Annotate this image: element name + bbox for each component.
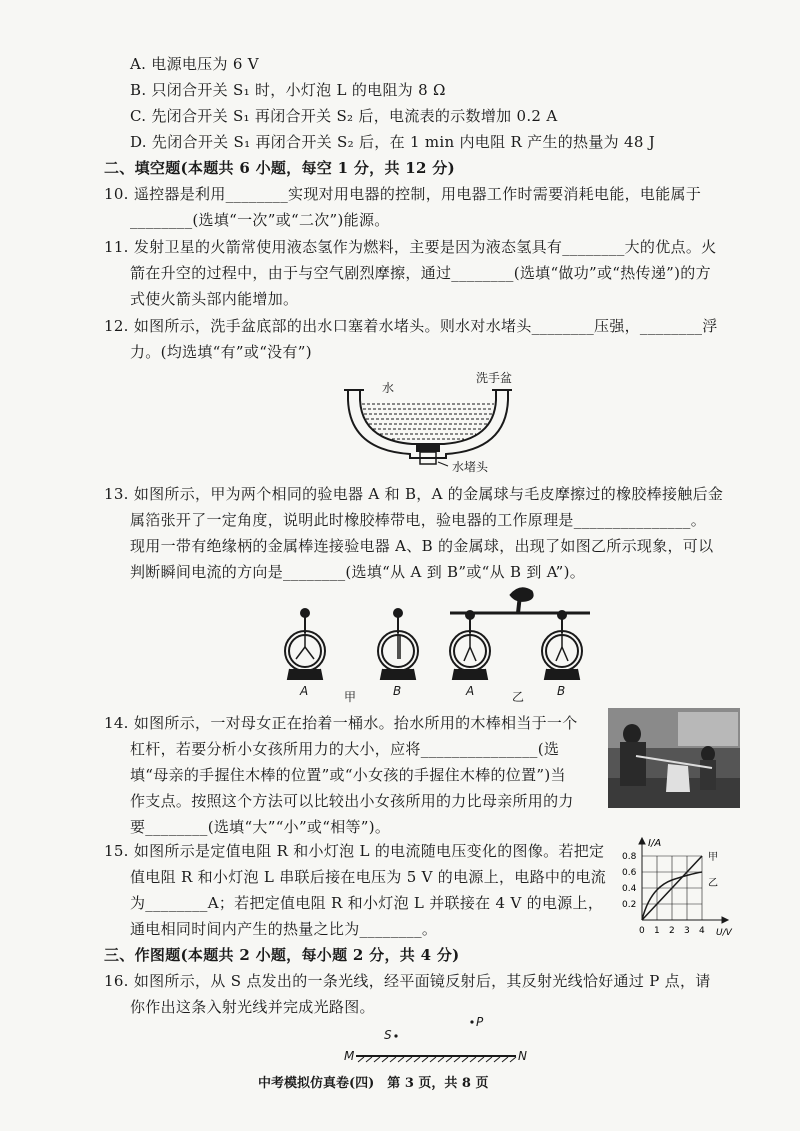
xtick-0: 0 — [639, 926, 645, 936]
q12-line2: 力。(均选填“有”或“没有”) — [130, 343, 312, 361]
iv-graph — [620, 836, 740, 938]
xtick-2: 2 — [669, 926, 675, 936]
option-c: C. 先闭合开关 S₁ 再闭合开关 S₂ 后，电流表的示数增加 0.2 A — [130, 107, 558, 125]
option-d: D. 先闭合开关 S₁ 再闭合开关 S₂ 后，在 1 min 内电阻 R 产生的热量为 48 J — [130, 133, 656, 151]
electroscope-b-yi — [542, 611, 582, 679]
q15-line3: 为________A；若把定值电阻 R 和小灯泡 L 并联接在 4 V 的电源上， — [130, 894, 604, 912]
ytick-06: 0.6 — [622, 868, 637, 878]
q11-line1: 11. 发射卫星的火箭常使用液态氢作为燃料，主要是因为液态氢具有________大的优点。火 — [104, 238, 717, 256]
electroscope-a-jia — [285, 609, 325, 679]
option-a: A. 电源电压为 6 V — [130, 55, 259, 73]
q15-line1: 15. 如图所示是定值电阻 R 和小灯泡 L 的电流随电压变化的图像。若把定 — [104, 842, 605, 860]
q14-line1: 14. 如图所示，一对母女正在抬着一桶水。抬水所用的木棒相当于一个 — [104, 714, 578, 732]
mirror-figure — [340, 1014, 540, 1066]
plug-label: 水堵头 — [452, 460, 489, 474]
label-n: N — [518, 1049, 527, 1063]
q10-line1: 10. 遥控器是利用________实现对用电器的控制，用电器工作时需要消耗电能，电能属于 — [104, 185, 702, 203]
q13-line1: 13. 如图所示，甲为两个相同的验电器 A 和 B，A 的金属球与毛皮摩擦过的橡胶棒接触后金 — [104, 485, 724, 503]
q13-line2: 属箔张开了一定角度，说明此时橡胶棒带电，验电器的工作原理是_______________。 — [130, 511, 707, 529]
mother-daughter-photo — [608, 708, 740, 808]
option-b: B. 只闭合开关 S₁ 时，小灯泡 L 的电阻为 8 Ω — [130, 81, 446, 99]
q15-line4: 通电相同时间内产生的热量之比为________。 — [130, 920, 438, 938]
graph-label-yi: 乙 — [708, 878, 718, 889]
label-b1: B — [393, 684, 402, 698]
q10-line2: ________(选填“一次”或“二次”)能源。 — [130, 211, 390, 229]
electroscope-a-yi — [450, 611, 490, 679]
q14-line3: 填“母亲的手握住木棒的位置”或“小女孩的手握住木棒的位置”)当 — [130, 766, 566, 784]
metal-rod-with-handle — [450, 588, 590, 613]
label-s: S — [384, 1028, 392, 1042]
section-drawing-heading: 三、作图题(本题共 2 小题，每小题 2 分，共 4 分) — [104, 946, 460, 964]
label-p: P — [476, 1015, 484, 1029]
label-a2: A — [466, 684, 475, 698]
basin-inner — [360, 390, 496, 444]
electroscope-b-jia — [378, 609, 418, 679]
hand-icon — [510, 588, 533, 602]
section-fill-in-heading: 二、填空题(本题共 6 小题，每空 1 分，共 12 分) — [104, 159, 455, 177]
q11-line3: 式使火箭头部内能增加。 — [130, 290, 299, 308]
label-b2: B — [557, 684, 566, 698]
q12-line1: 12. 如图所示，洗手盆底部的出水口塞着水堵头。则水对水堵头________压强，________浮 — [104, 317, 718, 335]
label-a1: A — [300, 684, 309, 698]
plug-top — [416, 444, 440, 452]
ytick-08: 0.8 — [622, 852, 637, 862]
xtick-4: 4 — [699, 926, 705, 936]
point-p — [470, 1020, 473, 1023]
q11-line2: 箭在升空的过程中，由于与空气剧烈摩擦，通过________(选填“做功”或“热传递”)的方 — [130, 264, 711, 282]
graph-ylabel: I/A — [648, 838, 662, 849]
label-m: M — [344, 1049, 355, 1063]
ytick-04: 0.4 — [622, 884, 637, 894]
basin-label: 洗手盆 — [476, 371, 513, 385]
water-lines — [362, 404, 494, 439]
q16-line1: 16. 如图所示，从 S 点发出的一条光线，经平面镜反射后，其反射光线恰好通过 P 点，请 — [104, 972, 711, 990]
xtick-1: 1 — [654, 926, 660, 936]
graph-label-jia: 甲 — [708, 852, 718, 863]
ytick-02: 0.2 — [622, 900, 637, 910]
electroscope-figure — [270, 585, 600, 690]
q16-line2: 你作出这条入射光线并完成光路图。 — [130, 998, 375, 1016]
point-s — [394, 1034, 397, 1037]
q14-line4: 作支点。按照这个方法可以比较出小女孩所用的力比母亲所用的力 — [130, 792, 574, 810]
page-footer: 中考模拟仿真卷(四) 第 3 页，共 8 页 — [258, 1076, 489, 1091]
q14-line2: 杠杆，若要分析小女孩所用力的大小，应将_______________(选 — [130, 740, 560, 758]
basin-water-label: 水 — [382, 381, 395, 395]
label-jia: 甲 — [344, 690, 357, 704]
q15-line2: 值电阻 R 和小灯泡 L 串联后接在电压为 5 V 的电源上，电路中的电流 — [130, 868, 607, 886]
q13-line4: 判断瞬间电流的方向是________(选填“从 A 到 B”或“从 B 到 A”)。 — [130, 563, 586, 581]
xtick-3: 3 — [684, 926, 690, 936]
label-yi: 乙 — [512, 690, 525, 704]
q13-line3: 现用一带有绝缘柄的金属棒连接验电器 A、B 的金属球，出现了如图乙所示现象，可以 — [130, 537, 714, 555]
graph-xlabel: U/V — [716, 928, 732, 938]
q14-line5: 要________(选填“大”“小”或“相等”)。 — [130, 818, 391, 836]
mirror-hatching — [358, 1057, 516, 1062]
